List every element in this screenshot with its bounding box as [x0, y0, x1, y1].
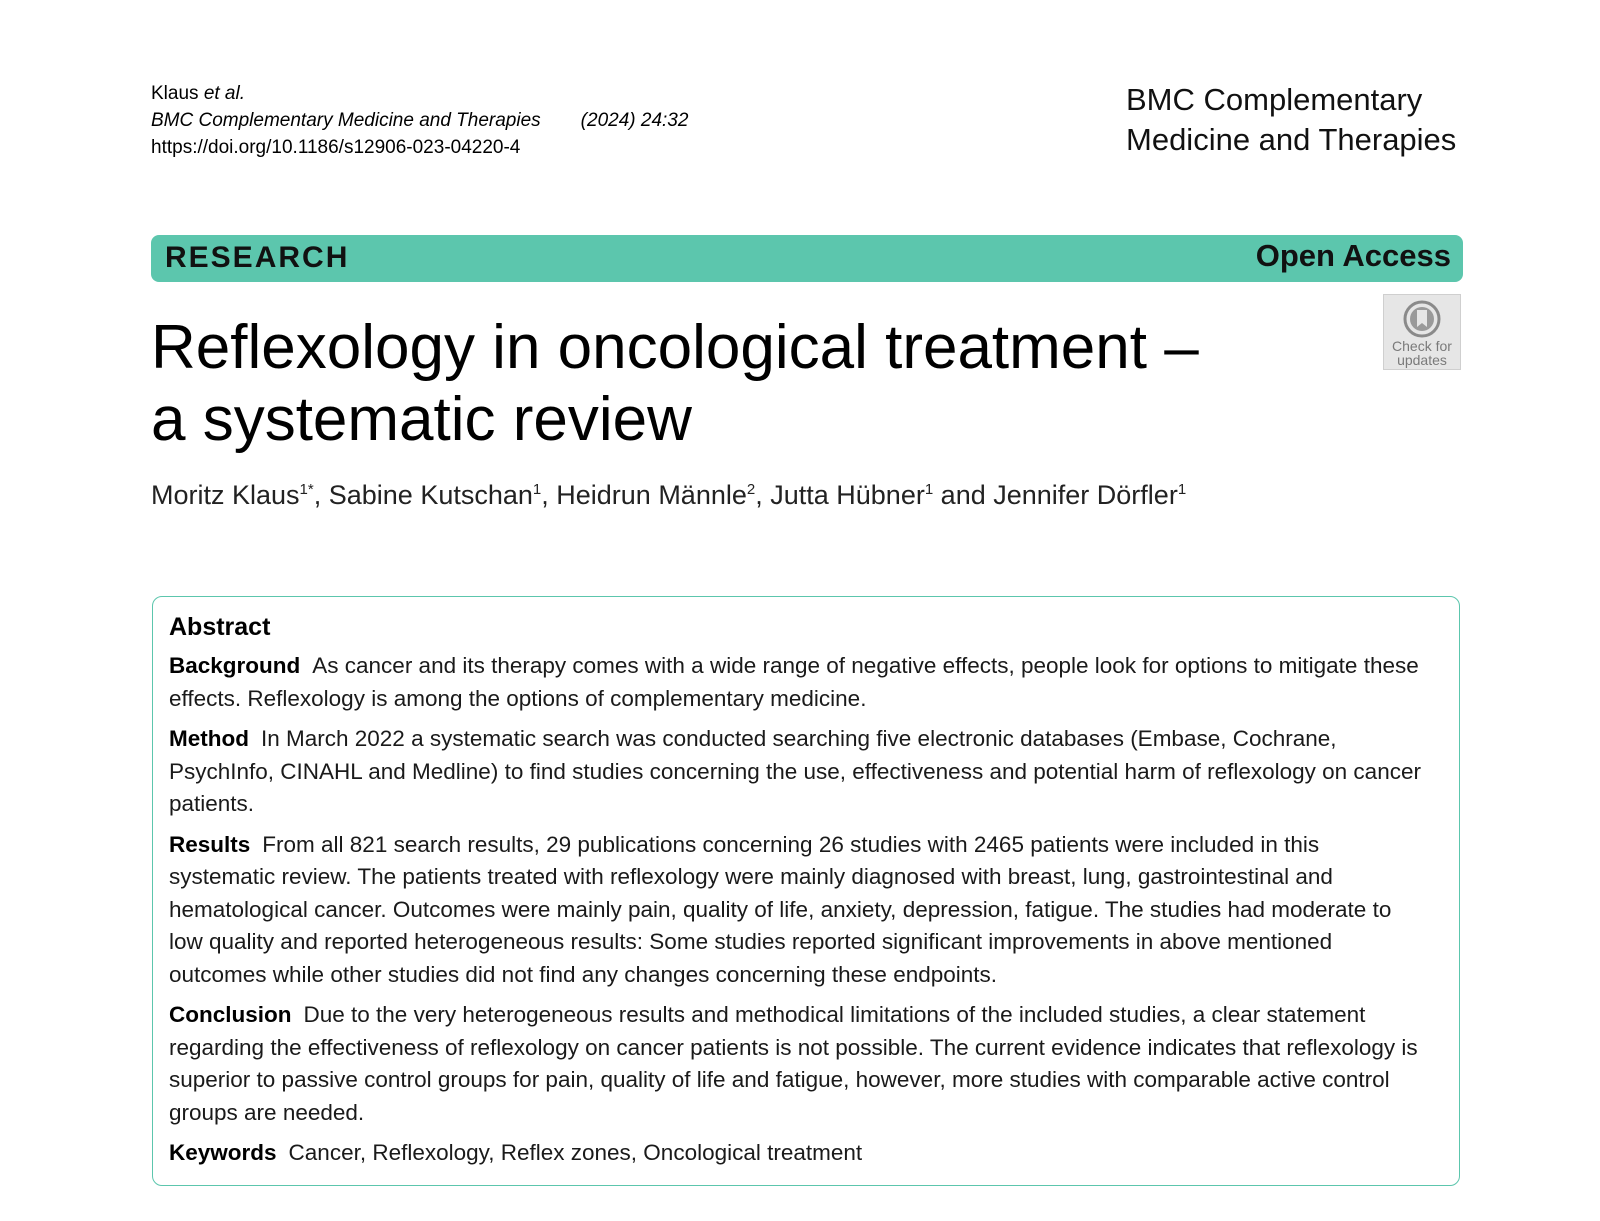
article-type: RESEARCH	[165, 241, 350, 274]
journal-logo-line1: BMC Complementary	[1126, 82, 1423, 117]
article-title-line2: a systematic review	[151, 385, 692, 454]
author-affiliation[interactable]: 1	[1177, 481, 1187, 498]
section-text: As cancer and its therapy comes with a wide range of negative effects, people look for options to mitigate these effects. Reflexology is among the options of complementary medicine.	[169, 653, 1419, 711]
abstract-section-method	[169, 723, 1429, 821]
section-label: Method	[169, 726, 249, 751]
section-text: In March 2022 a systematic search was conducted searching five electronic databases (Embase, Cochrane, PsychInfo, CINAHL and Medline) to find studies concerning the use, effectiveness and potential harm of reflexology on cancer patients.	[169, 726, 1421, 816]
citation-journal-line	[151, 107, 688, 134]
bookmark-icon	[1402, 299, 1442, 339]
section-label: Keywords	[169, 1140, 277, 1165]
section-label: Background	[169, 653, 301, 678]
author-affiliation[interactable]: 1	[924, 481, 934, 498]
author-name[interactable]: Jennifer Dörfler	[993, 480, 1178, 510]
citation-et-al: et al.	[203, 83, 246, 104]
check-updates-line1: Check for	[1392, 338, 1452, 354]
article-type-banner	[151, 235, 1463, 282]
journal-logo-line2: Medicine and Therapies	[1126, 122, 1457, 157]
author-affiliation[interactable]: 1	[532, 481, 542, 498]
abstract-section-results	[169, 829, 1429, 992]
section-text: From all 821 search results, 29 publications concerning 26 studies with 2465 patients were included in this systematic review. The patients treated with reflexology were mainly diagnosed with breast, lung, gastrointestinal and hematological cancer. Outcomes were mainly pain, quality of life, anxiety, depression, fatigue. The studies had moderate to low quality and reported heterogeneous results: Some studies reported significant improvements in above mentioned outcomes while other studies did not find any changes concerning these endpoints.	[169, 831, 1392, 987]
section-text: Due to the very heterogeneous results and methodical limitations of the included studies, a clear statement regarding the effectiveness of reflexology on cancer patients is not possible. The current evidence indicates that reflexology is superior to passive control groups for pain, quality of life and fatigue, however, more studies with comparable active control groups are needed.	[169, 1002, 1418, 1125]
author-separator: ,	[755, 480, 771, 510]
author-separator: and	[933, 480, 994, 510]
abstract-section-background	[169, 650, 1429, 715]
author-affiliation[interactable]: 1*	[299, 481, 314, 498]
section-text: Cancer, Reflexology, Reflex zones, Oncological treatment	[288, 1140, 863, 1165]
author-list	[151, 480, 1186, 511]
article-title	[151, 312, 1251, 456]
section-label: Results	[169, 831, 251, 857]
citation-doi[interactable]: https://doi.org/10.1186/s12906-023-04220-4	[151, 137, 521, 158]
author-name[interactable]: Jutta Hübner	[770, 480, 925, 510]
citation-author: Klaus	[151, 83, 204, 104]
citation-authors	[151, 80, 688, 107]
author-name[interactable]: Moritz Klaus	[151, 480, 300, 510]
journal-logo	[1126, 80, 1456, 160]
check-for-updates-button[interactable]	[1383, 294, 1461, 370]
abstract-sections	[169, 650, 1429, 1170]
author-affiliation[interactable]: 2	[746, 481, 756, 498]
citation-journal: BMC Complementary Medicine and Therapies	[151, 110, 541, 131]
author-name[interactable]: Heidrun Männle	[556, 480, 747, 510]
abstract-box	[152, 596, 1460, 1186]
section-label: Conclusion	[169, 1002, 292, 1027]
author-separator: ,	[541, 480, 557, 510]
check-updates-line2: updates	[1397, 352, 1447, 368]
article-title-line1: Reflexology in oncological treatment –	[151, 313, 1199, 382]
abstract-section-conclusion	[169, 999, 1429, 1129]
author-separator: ,	[313, 480, 329, 510]
author-name[interactable]: Sabine Kutschan	[328, 480, 533, 510]
citation-block	[151, 80, 688, 161]
citation-year-volume: (2024) 24:32	[580, 110, 689, 131]
abstract-heading: Abstract	[169, 613, 271, 641]
abstract-section-keywords	[169, 1137, 1429, 1170]
open-access-label: Open Access	[1255, 238, 1451, 273]
